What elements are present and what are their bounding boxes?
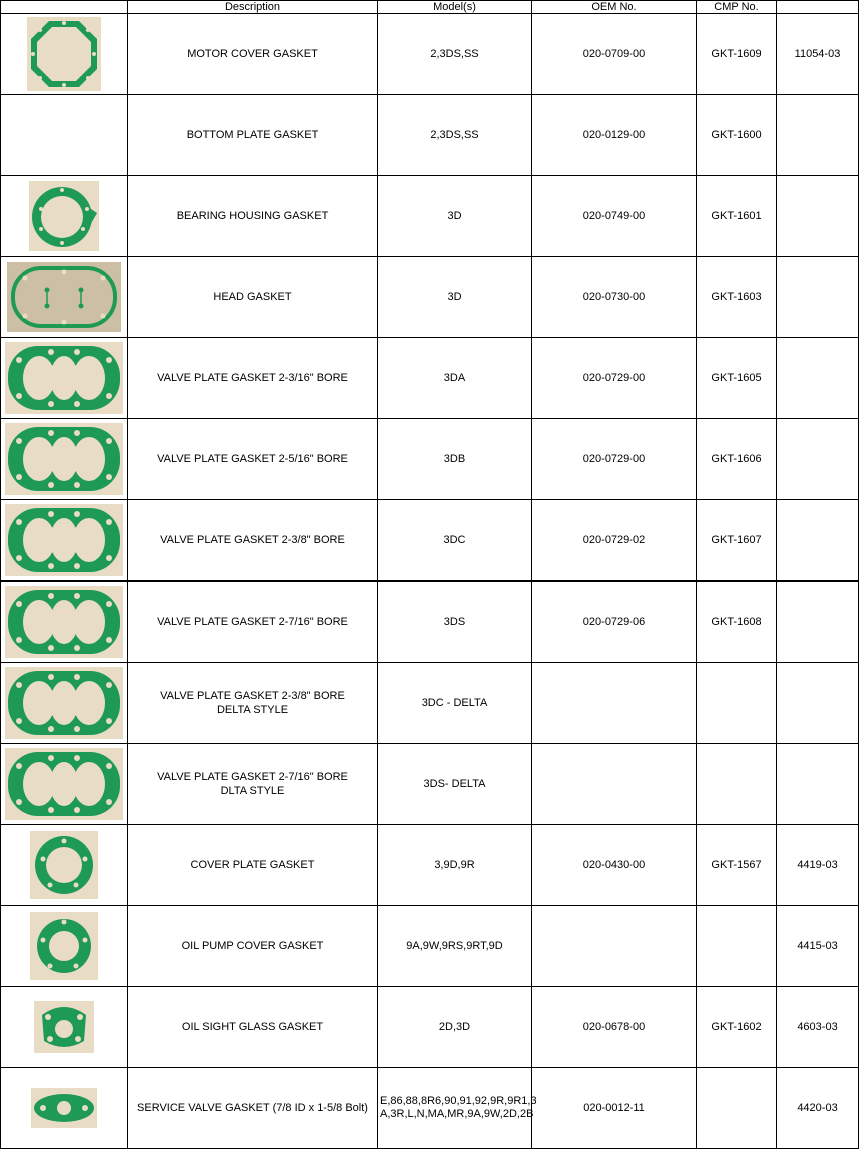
oem-no-cell: 020-0729-06	[532, 581, 697, 663]
part-no-cell	[777, 257, 859, 338]
valve-plate-gasket-delta-icon	[1, 744, 127, 824]
cmp-no-cell	[697, 906, 777, 987]
table-row	[1, 338, 859, 419]
oem-no-cell: 020-0729-00	[532, 419, 697, 500]
oem-no-cell	[532, 744, 697, 825]
oem-no-cell: 020-0709-00	[532, 14, 697, 95]
valve-plate-gasket-icon	[1, 338, 127, 418]
table-row	[1, 1068, 859, 1149]
models-cell	[378, 663, 532, 744]
gasket-image-cell	[1, 1068, 128, 1149]
oem-no-cell: 020-0729-02	[532, 500, 697, 582]
table-row	[1, 14, 859, 95]
models-text: E,86,88,8R6,90,91,92,9R,9R1,3	[380, 1095, 537, 1107]
description-text: VALVE PLATE GASKET 2-5/16" BORE	[157, 453, 348, 465]
models-text: 2D,3D	[438, 1020, 471, 1033]
gasket-image-cell	[1, 419, 128, 500]
cmp-no-cell: GKT-1606	[697, 419, 777, 500]
cmp-no-cell: GKT-1607	[697, 500, 777, 582]
part-no-cell	[777, 744, 859, 825]
header-models: Model(s)	[378, 1, 532, 14]
table-row	[1, 663, 859, 744]
models-cell	[378, 906, 532, 987]
part-no-cell	[777, 176, 859, 257]
head-gasket-icon	[1, 257, 127, 337]
description-cell	[128, 338, 378, 419]
models-cell	[378, 176, 532, 257]
models-cell	[378, 257, 532, 338]
header-part-no	[777, 1, 859, 14]
oem-no-cell	[532, 906, 697, 987]
gasket-image-cell	[1, 906, 128, 987]
table-row	[1, 95, 859, 176]
cmp-no-cell: GKT-1602	[697, 987, 777, 1068]
description-text: VALVE PLATE GASKET 2-3/8" BORE	[160, 534, 345, 546]
models-cell	[378, 825, 532, 906]
models-text: 3DB	[443, 452, 466, 465]
oem-no-cell	[532, 663, 697, 744]
gasket-image-cell	[1, 663, 128, 744]
oem-no-cell: 020-0678-00	[532, 987, 697, 1068]
description-cell	[128, 14, 378, 95]
description-cell	[128, 500, 378, 582]
oem-no-cell: 020-0730-00	[532, 257, 697, 338]
part-no-cell	[777, 419, 859, 500]
description-cell	[128, 987, 378, 1068]
gasket-image-cell	[1, 14, 128, 95]
header-cmp-no: CMP No.	[697, 1, 777, 14]
bearing-housing-gasket-icon	[1, 176, 127, 256]
gasket-image-cell	[1, 987, 128, 1068]
description-cell	[128, 1068, 378, 1149]
models-text: 3D	[447, 209, 462, 222]
models-cell	[378, 14, 532, 95]
description-cell	[128, 176, 378, 257]
service-valve-gasket-icon	[1, 1068, 127, 1148]
valve-plate-gasket-icon	[1, 419, 127, 499]
models-text: 3DC	[443, 533, 466, 546]
gasket-image-cell	[1, 338, 128, 419]
cmp-no-cell	[697, 744, 777, 825]
description-style-text: DELTA STYLE	[216, 704, 289, 716]
models-cell	[378, 1068, 537, 1149]
gasket-image-cell	[1, 176, 128, 257]
models-cell	[378, 95, 532, 176]
part-no-cell	[777, 500, 859, 582]
motor-cover-gasket-icon	[1, 14, 127, 94]
part-no-cell: 11054-03	[777, 14, 859, 95]
description-cell	[128, 257, 378, 338]
description-text: MOTOR COVER GASKET	[187, 48, 318, 60]
models-text: 3,9D,9R	[434, 858, 475, 871]
table-row	[1, 906, 859, 987]
oem-no-cell: 020-0012-11	[532, 1068, 697, 1149]
oil-pump-cover-gasket-icon	[1, 906, 127, 986]
description-cell	[128, 419, 378, 500]
description-text: VALVE PLATE GASKET 2-3/8" BORE	[160, 690, 345, 702]
description-text: VALVE PLATE GASKET 2-7/16" BORE	[157, 771, 348, 783]
description-text: BOTTOM PLATE GASKET	[186, 129, 319, 141]
description-text: BEARING HOUSING GASKET	[176, 210, 329, 222]
header-row	[1, 1, 859, 14]
table-row	[1, 419, 859, 500]
gasket-image-cell	[1, 581, 128, 663]
table-row	[1, 500, 859, 582]
table-row	[1, 825, 859, 906]
description-cell	[128, 825, 378, 906]
models-cell	[378, 987, 532, 1068]
cmp-no-cell: GKT-1600	[697, 95, 777, 176]
table-row	[1, 581, 859, 663]
part-no-cell: 4603-03	[777, 987, 859, 1068]
table-row	[1, 257, 859, 338]
gasket-image-cell	[1, 257, 128, 338]
models-text: 3D	[447, 290, 462, 303]
models-cell	[378, 500, 532, 582]
models-text: 3DS	[443, 615, 466, 628]
models-text: 9A,9W,9RS,9RT,9D	[406, 939, 503, 952]
oem-no-cell: 020-0430-00	[532, 825, 697, 906]
models-text: 3DA	[443, 371, 466, 384]
models-text: 2,3DS,SS	[430, 128, 479, 141]
models-cell	[378, 581, 532, 663]
valve-plate-gasket-icon	[1, 500, 127, 580]
part-no-cell: 4419-03	[777, 825, 859, 906]
part-no-cell	[777, 338, 859, 419]
description-text: OIL SIGHT GLASS GASKET	[181, 1021, 324, 1033]
part-no-cell: 4420-03	[777, 1068, 859, 1149]
oem-no-cell: 020-0729-00	[532, 338, 697, 419]
models-text: 3DC - DELTA	[421, 696, 488, 709]
description-style-text: DLTA STYLE	[220, 785, 285, 797]
models-text: 3DS- DELTA	[423, 777, 486, 790]
models-text-continued: A,3R,L,N,MA,MR,9A,9W,2D,2B	[380, 1108, 534, 1120]
cmp-no-cell: GKT-1605	[697, 338, 777, 419]
gasket-image-cell	[1, 825, 128, 906]
description-text: COVER PLATE GASKET	[190, 859, 315, 871]
part-no-cell	[777, 663, 859, 744]
cmp-no-cell: GKT-1567	[697, 825, 777, 906]
description-text: OIL PUMP COVER GASKET	[181, 940, 324, 952]
cover-plate-gasket-icon	[1, 825, 127, 905]
table-row	[1, 744, 859, 825]
oem-no-cell: 020-0749-00	[532, 176, 697, 257]
description-cell	[128, 663, 378, 744]
gasket-image-cell	[1, 744, 128, 825]
cmp-no-cell	[697, 663, 777, 744]
description-text: VALVE PLATE GASKET 2-3/16" BORE	[157, 372, 348, 384]
gasket-image-cell	[1, 95, 128, 176]
part-no-cell	[777, 95, 859, 176]
cmp-no-cell: GKT-1609	[697, 14, 777, 95]
oem-no-cell: 020-0129-00	[532, 95, 697, 176]
cmp-no-cell	[697, 1068, 777, 1149]
header-oem-no: OEM No.	[532, 1, 697, 14]
description-cell	[128, 744, 378, 825]
description-text: VALVE PLATE GASKET 2-7/16" BORE	[157, 616, 348, 628]
part-no-cell	[777, 581, 859, 663]
models-cell	[378, 744, 532, 825]
description-text: HEAD GASKET	[213, 291, 292, 303]
description-cell	[128, 906, 378, 987]
part-no-cell: 4415-03	[777, 906, 859, 987]
gasket-image-cell	[1, 500, 128, 582]
description-cell	[128, 95, 378, 176]
cmp-no-cell: GKT-1603	[697, 257, 777, 338]
valve-plate-gasket-icon	[1, 582, 127, 662]
header-image	[1, 1, 128, 14]
models-cell	[378, 419, 532, 500]
cmp-no-cell: GKT-1601	[697, 176, 777, 257]
cmp-no-cell: GKT-1608	[697, 581, 777, 663]
oil-sight-glass-gasket-icon	[1, 987, 127, 1067]
description-text: SERVICE VALVE GASKET (7/8 ID x 1-5/8 Bolt)	[137, 1102, 368, 1114]
description-cell	[128, 581, 378, 663]
valve-plate-gasket-delta-icon	[1, 663, 127, 743]
table-row	[1, 176, 859, 257]
models-cell	[378, 338, 532, 419]
header-description: Description	[128, 1, 378, 14]
table-row	[1, 987, 859, 1068]
models-text: 2,3DS,SS	[430, 47, 479, 60]
